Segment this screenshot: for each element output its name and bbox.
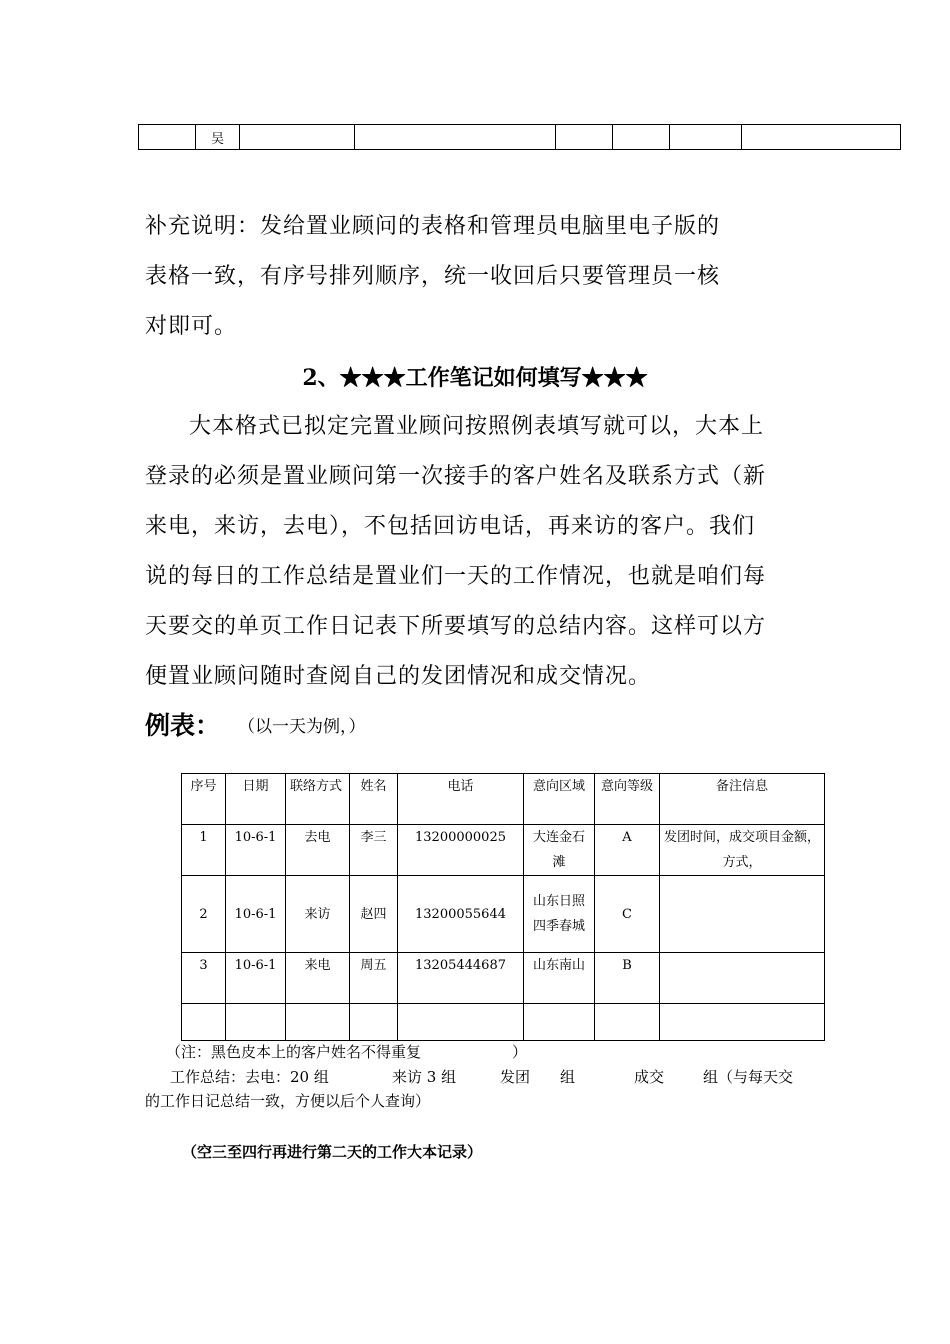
- column-header: 意向区域: [524, 774, 595, 825]
- table-cell: 李三: [350, 825, 398, 876]
- table-cell: [670, 125, 742, 150]
- text-line: 补充说明：发给置业顾问的表格和管理员电脑里电子版的: [145, 214, 721, 239]
- table-row: [182, 953, 825, 1004]
- table-cell: 1: [182, 825, 226, 876]
- summary-tour: 发团: [500, 1068, 531, 1086]
- column-header: 联络方式: [286, 774, 350, 825]
- table-cell: A: [595, 825, 660, 876]
- text-line: 便置业顾问随时查阅自己的发团情况和成交情况。: [145, 664, 652, 689]
- table-cell: [350, 1004, 398, 1041]
- table-cell: [595, 1004, 660, 1041]
- table-cell: 13200000025: [398, 825, 524, 876]
- table-cell: [660, 876, 825, 953]
- table-cell: 去电: [286, 825, 350, 876]
- summary-visit: 来访 3 组: [392, 1068, 457, 1086]
- column-header: 备注信息: [660, 774, 825, 825]
- table-cell: 13200055644: [398, 876, 524, 953]
- section-heading: 2、★★★工作笔记如何填写★★★: [302, 365, 648, 391]
- table-cell: [226, 1004, 286, 1041]
- table-cell: 大连金石滩: [524, 825, 595, 876]
- summary-tour-unit: 组: [560, 1068, 576, 1086]
- text-line: 说的每日的工作总结是置业们一天的工作情况，也就是咱们每: [145, 564, 767, 589]
- table-cell: [556, 125, 613, 150]
- table-cell: 山东南山: [524, 953, 595, 1004]
- table-cell: 10-6-1: [226, 876, 286, 953]
- blank-rows-note: （空三至四行再进行第二天的工作大本记录）: [182, 1143, 483, 1161]
- text-line: 来电，来访，去电），不包括回访电话，再来访的客户。我们: [145, 514, 756, 539]
- table-row: [182, 1004, 825, 1041]
- table-cell: [182, 1004, 226, 1041]
- summary-line-2: 的工作日记总结一致，方便以后个人查询）: [145, 1092, 431, 1110]
- table-cell: 10-6-1: [226, 953, 286, 1004]
- table-cell: 吴: [196, 125, 240, 150]
- text-line: 对即可。: [145, 314, 238, 339]
- summary-deal-unit: 组（与每天交: [703, 1068, 794, 1086]
- column-header: 姓名: [350, 774, 398, 825]
- example-note: （以一天为例，）: [238, 717, 366, 737]
- table-cell: 山东日照四季春城: [524, 876, 595, 953]
- table-row: [182, 876, 825, 953]
- text-line: 登录的必须是置业顾问第一次接手的客户姓名及联系方式（新: [145, 464, 767, 489]
- column-header: 日期: [226, 774, 286, 825]
- note-duplicate: （注：黑色皮本上的客户姓名不得重复: [166, 1043, 422, 1061]
- table-cell: [139, 125, 196, 150]
- example-table: [181, 773, 825, 1041]
- table-cell: 周五: [350, 953, 398, 1004]
- section2-paragraph: [145, 402, 813, 702]
- note-duplicate-close: ）: [512, 1043, 528, 1061]
- table-cell: 2: [182, 876, 226, 953]
- table-cell: [286, 1004, 350, 1041]
- table-cell: B: [595, 953, 660, 1004]
- table-cell: 3: [182, 953, 226, 1004]
- table-cell: 来访: [286, 876, 350, 953]
- table-cell: [660, 1004, 825, 1041]
- summary-line: 工作总结：去电：20 组: [170, 1068, 329, 1086]
- table-cell: 发团时间，成交项目金额，方式，: [660, 825, 825, 876]
- table-cell: 来电: [286, 953, 350, 1004]
- table-cell: [398, 1004, 524, 1041]
- table-cell: [240, 125, 355, 150]
- column-header: 意向等级: [595, 774, 660, 825]
- table-cell: [524, 1004, 595, 1041]
- text-line: 天要交的单页工作日记表下所要填写的总结内容。这样可以方: [145, 614, 767, 639]
- table-cell: 赵四: [350, 876, 398, 953]
- text-line: 表格一致，有序号排列顺序，统一收回后只要管理员一核: [145, 264, 721, 289]
- supplement-paragraph: [145, 202, 813, 352]
- column-header: 序号: [182, 774, 226, 825]
- table-cell: C: [595, 876, 660, 953]
- top-fragment-table: [138, 124, 901, 150]
- text-line: 大本格式已拟定完置业顾问按照例表填写就可以，大本上: [189, 414, 765, 439]
- table-cell: 10-6-1: [226, 825, 286, 876]
- table-cell: [660, 953, 825, 1004]
- table-row: [139, 125, 901, 150]
- table-row: [182, 825, 825, 876]
- table-cell: 13205444687: [398, 953, 524, 1004]
- table-cell: [742, 125, 901, 150]
- table-header-row: [182, 774, 825, 825]
- example-label: 例表：: [145, 711, 221, 740]
- table-cell: [613, 125, 670, 150]
- table-cell: [355, 125, 556, 150]
- summary-deal: 成交: [634, 1068, 665, 1086]
- column-header: 电话: [398, 774, 524, 825]
